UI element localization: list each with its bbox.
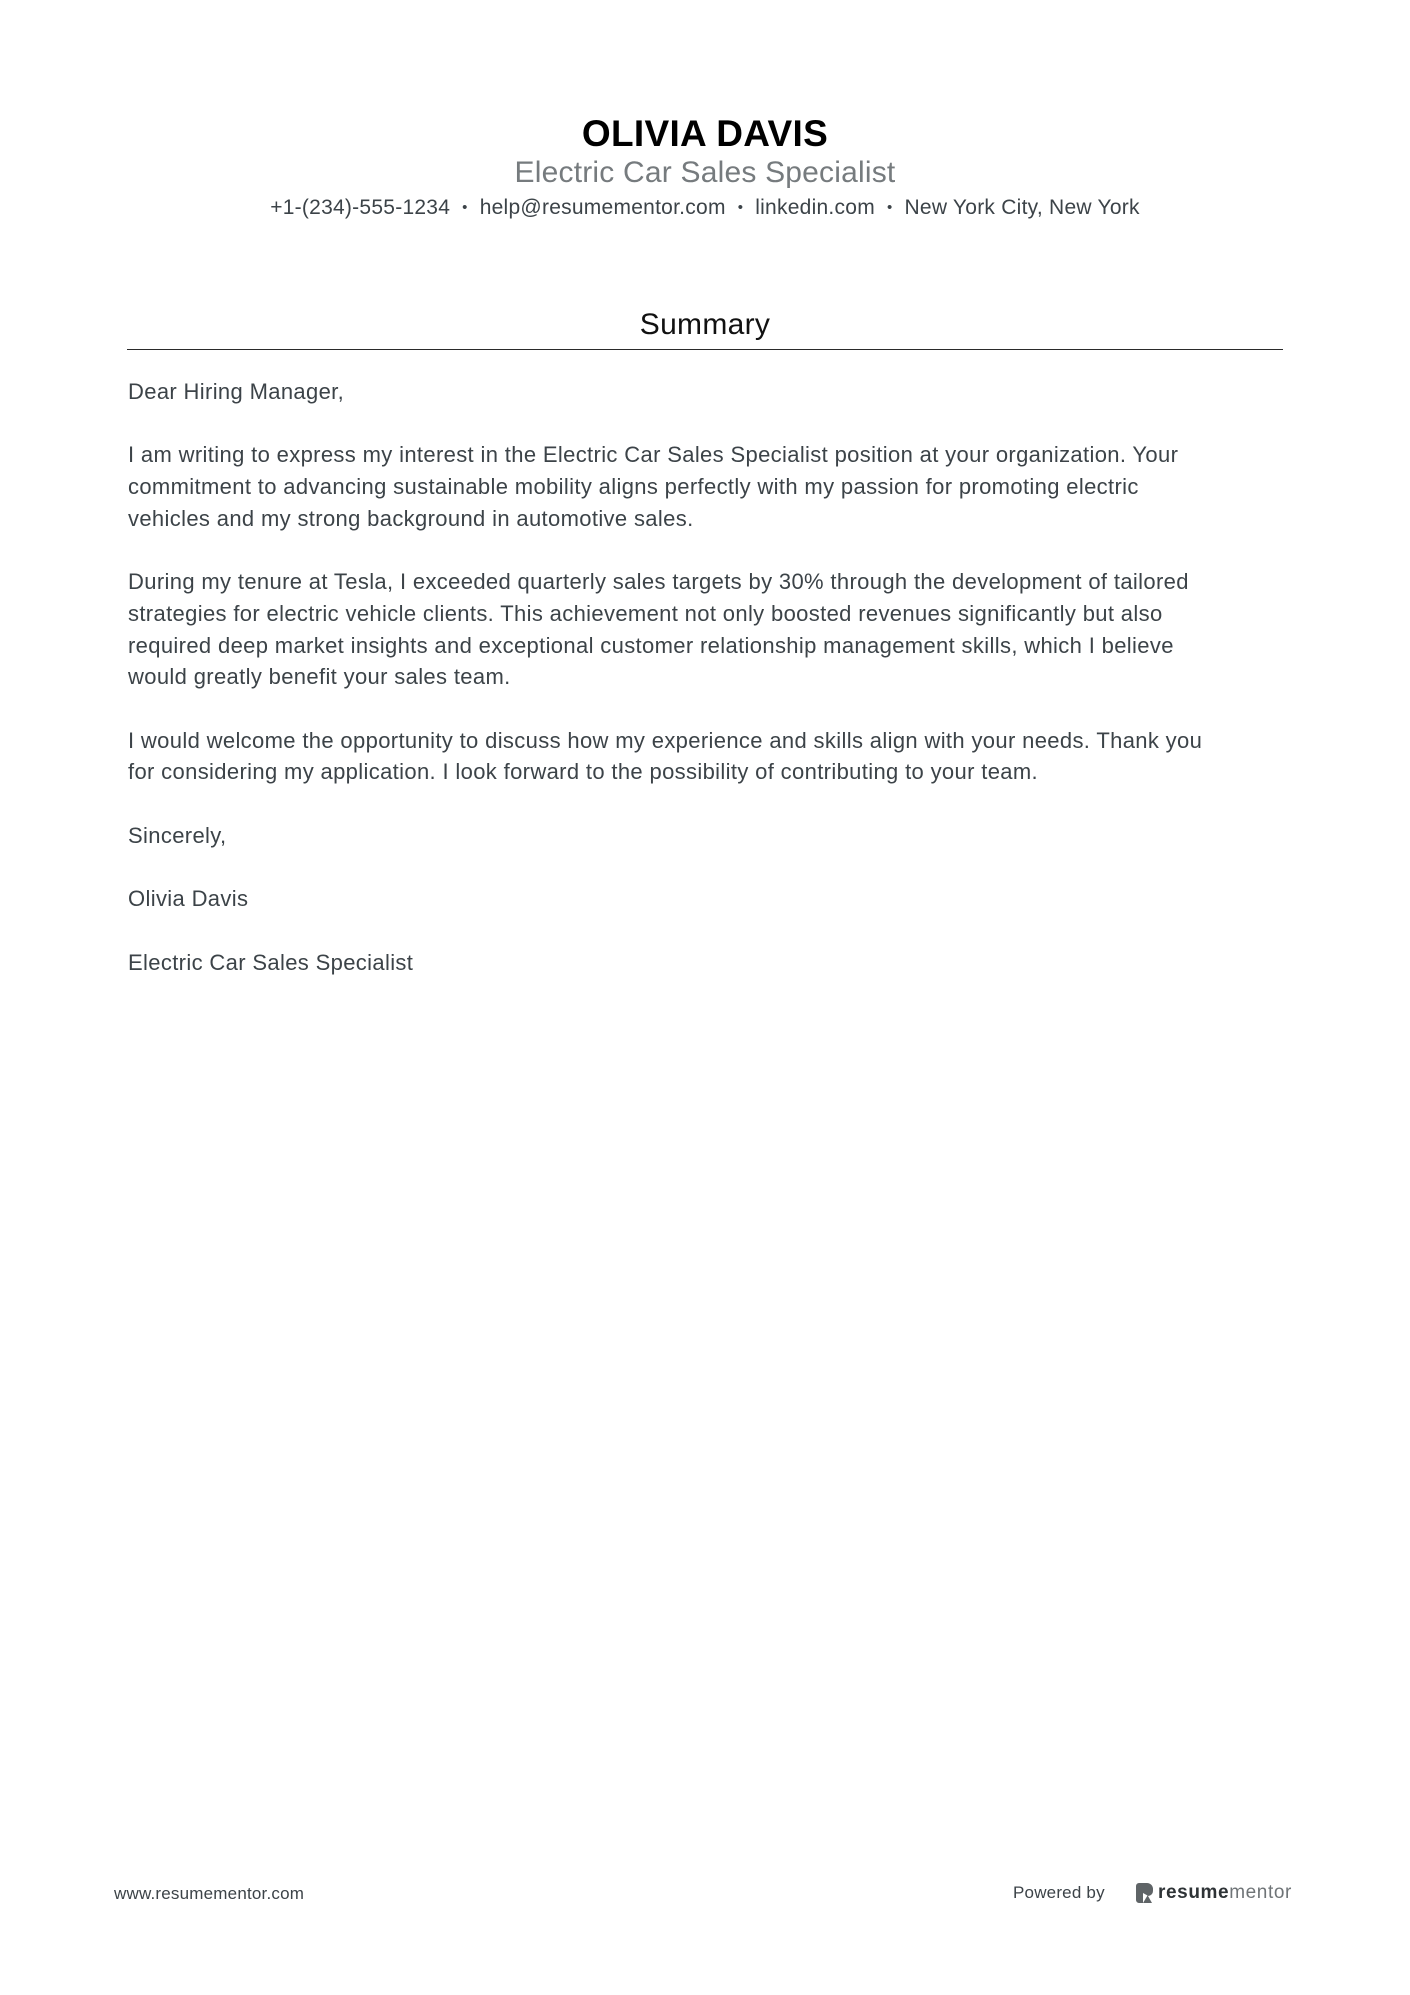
section-heading-summary: Summary: [639, 308, 771, 341]
paragraph-closing: [128, 725, 1288, 788]
letter-body: [128, 376, 1288, 1010]
paragraph-intro: [128, 439, 1288, 534]
logo-wordmark: [1158, 1882, 1292, 1904]
paragraph-line: required deep market insights and exceptional customer relationship management skills, which I believe: [128, 632, 1174, 658]
paragraph-line: vehicles and my strong background in automotive sales.: [128, 505, 694, 531]
paragraph-line: I would welcome the opportunity to discuss how my experience and skills align with your needs. Thank you: [128, 727, 1203, 753]
logo-word-bold: resume: [1158, 1882, 1230, 1903]
closing: Sincerely,: [128, 822, 227, 848]
separator-dot: •: [737, 199, 744, 216]
resumementor-logo-icon: [1136, 1883, 1153, 1903]
section-divider: [127, 349, 1283, 350]
resumementor-logo[interactable]: [1136, 1881, 1292, 1905]
paragraph-line: I am writing to express my interest in the Electric Car Sales Specialist position at your organization. Your: [128, 442, 1179, 468]
footer-website-link[interactable]: www.resumementor.com: [114, 1884, 305, 1903]
signature-name: Olivia Davis: [128, 886, 249, 912]
paragraph-achievement: [128, 566, 1288, 693]
contact-location: New York City, New York: [904, 196, 1140, 219]
separator-dot: •: [462, 199, 468, 216]
footer-powered-by: Powered by: [1013, 1883, 1105, 1902]
paragraph-line: strategies for electric vehicle clients. This achievement not only boosted revenues significantly but also: [128, 600, 1163, 626]
paragraph-line: During my tenure at Tesla, I exceeded quarterly sales targets by 30% through the development of tailored: [128, 569, 1189, 595]
candidate-title: Electric Car Sales Specialist: [514, 156, 896, 189]
paragraph-line: would greatly benefit your sales team.: [128, 664, 511, 690]
contact-line: [0, 194, 1410, 222]
logo-word-light: mentor: [1229, 1882, 1292, 1903]
salutation: Dear Hiring Manager,: [128, 379, 345, 404]
contact-email[interactable]: help@resumementor.com: [479, 196, 726, 219]
candidate-name: OLIVIA DAVIS: [581, 113, 829, 154]
contact-website[interactable]: linkedin.com: [755, 196, 875, 219]
separator-dot: •: [886, 199, 893, 216]
paragraph-line: for considering my application. I look forward to the possibility of contributing to your team.: [128, 759, 1039, 785]
paragraph-line: commitment to advancing sustainable mobility aligns perfectly with my passion for promoting electric: [128, 474, 1139, 500]
signature-title: Electric Car Sales Specialist: [128, 949, 414, 975]
contact-phone: +1-(234)-555-1234: [270, 196, 451, 219]
